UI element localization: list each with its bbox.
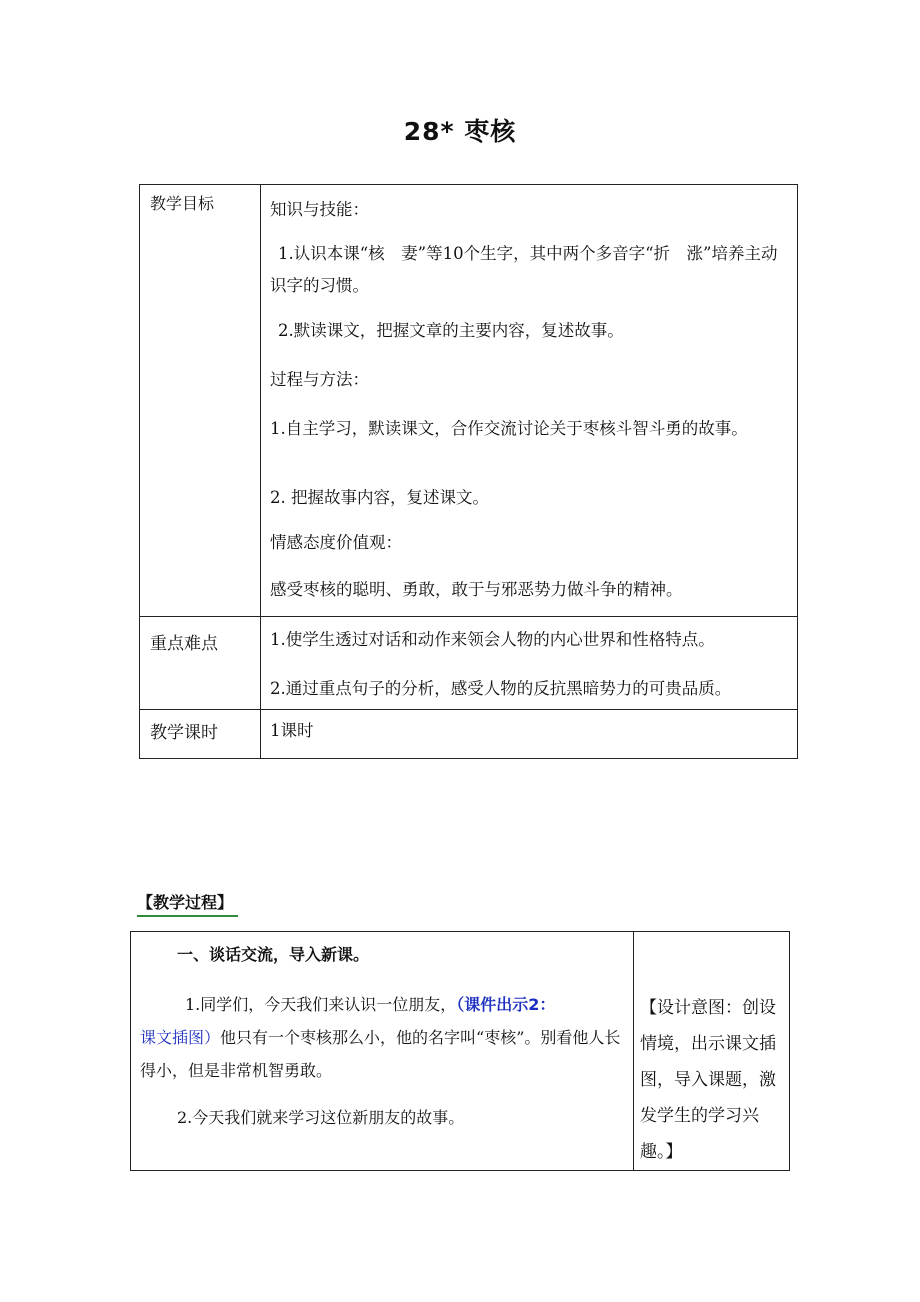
courseware-text: 课文插图）: [140, 1028, 221, 1047]
p1-lead: 1.同学们，今天我们来认识一位朋友，: [185, 995, 457, 1014]
design-note: 【设计意图：创设情境，出示课文插图，导入课题，激发学生的学习兴趣。】: [634, 932, 790, 1171]
key-point-item: 2.通过重点句子的分析，感受人物的反抗黑暗势力的可贵品质。: [270, 679, 732, 698]
paragraph-2: 2.今天我们就来学习这位新朋友的故事。: [177, 1108, 465, 1127]
paragraph-1: [140, 988, 629, 1087]
objectives-content: [261, 185, 798, 617]
courseware-label: （课件出示2：: [456, 995, 556, 1014]
row-label-key-points: 重点难点: [140, 617, 261, 710]
objective-item: 1.认识本课“核 妻”等10个生字，其中两个多音字“折 涨”培养主动识字的习惯。: [270, 244, 778, 295]
key-point-item: 1.使学生透过对话和动作来领会人物的内心世界和性格特点。: [270, 630, 715, 649]
table-row: [140, 617, 798, 710]
objective-item: 情感态度价值观：: [270, 533, 402, 552]
objective-item: 过程与方法：: [270, 370, 369, 389]
process-content: [131, 932, 634, 1171]
objective-item: 知识与技能：: [270, 200, 369, 219]
row-label-objectives: 教学目标: [140, 185, 261, 617]
table-row: [131, 932, 790, 1171]
page-title: 28* 枣核: [403, 117, 517, 146]
objective-item: 1.自主学习，默读课文，合作交流讨论关于枣核斗智斗勇的故事。: [270, 419, 748, 438]
process-heading: 【教学过程】: [137, 890, 238, 917]
hours-content: [261, 710, 798, 759]
table-row: [140, 710, 798, 759]
table-row: [140, 185, 798, 617]
row-label-hours: 教学课时: [140, 710, 261, 759]
process-table: [130, 931, 790, 1171]
key-points-content: [261, 617, 798, 710]
objective-item: 2.默读课文，把握文章的主要内容，复述故事。: [278, 321, 624, 340]
objectives-table: [139, 184, 798, 759]
section-title: 一、谈话交流，导入新课。: [177, 945, 370, 964]
objective-item: 感受枣核的聪明、勇敢，敢于与邪恶势力做斗争的精神。: [270, 580, 683, 599]
p1-rest: 他只有一个枣核那么小，他的名字叫“枣核”。别看他人长得小，但是非常机智勇敢。: [140, 1028, 621, 1080]
hours-value: 1课时: [270, 721, 314, 740]
objective-item: 2. 把握故事内容，复述课文。: [270, 488, 489, 507]
